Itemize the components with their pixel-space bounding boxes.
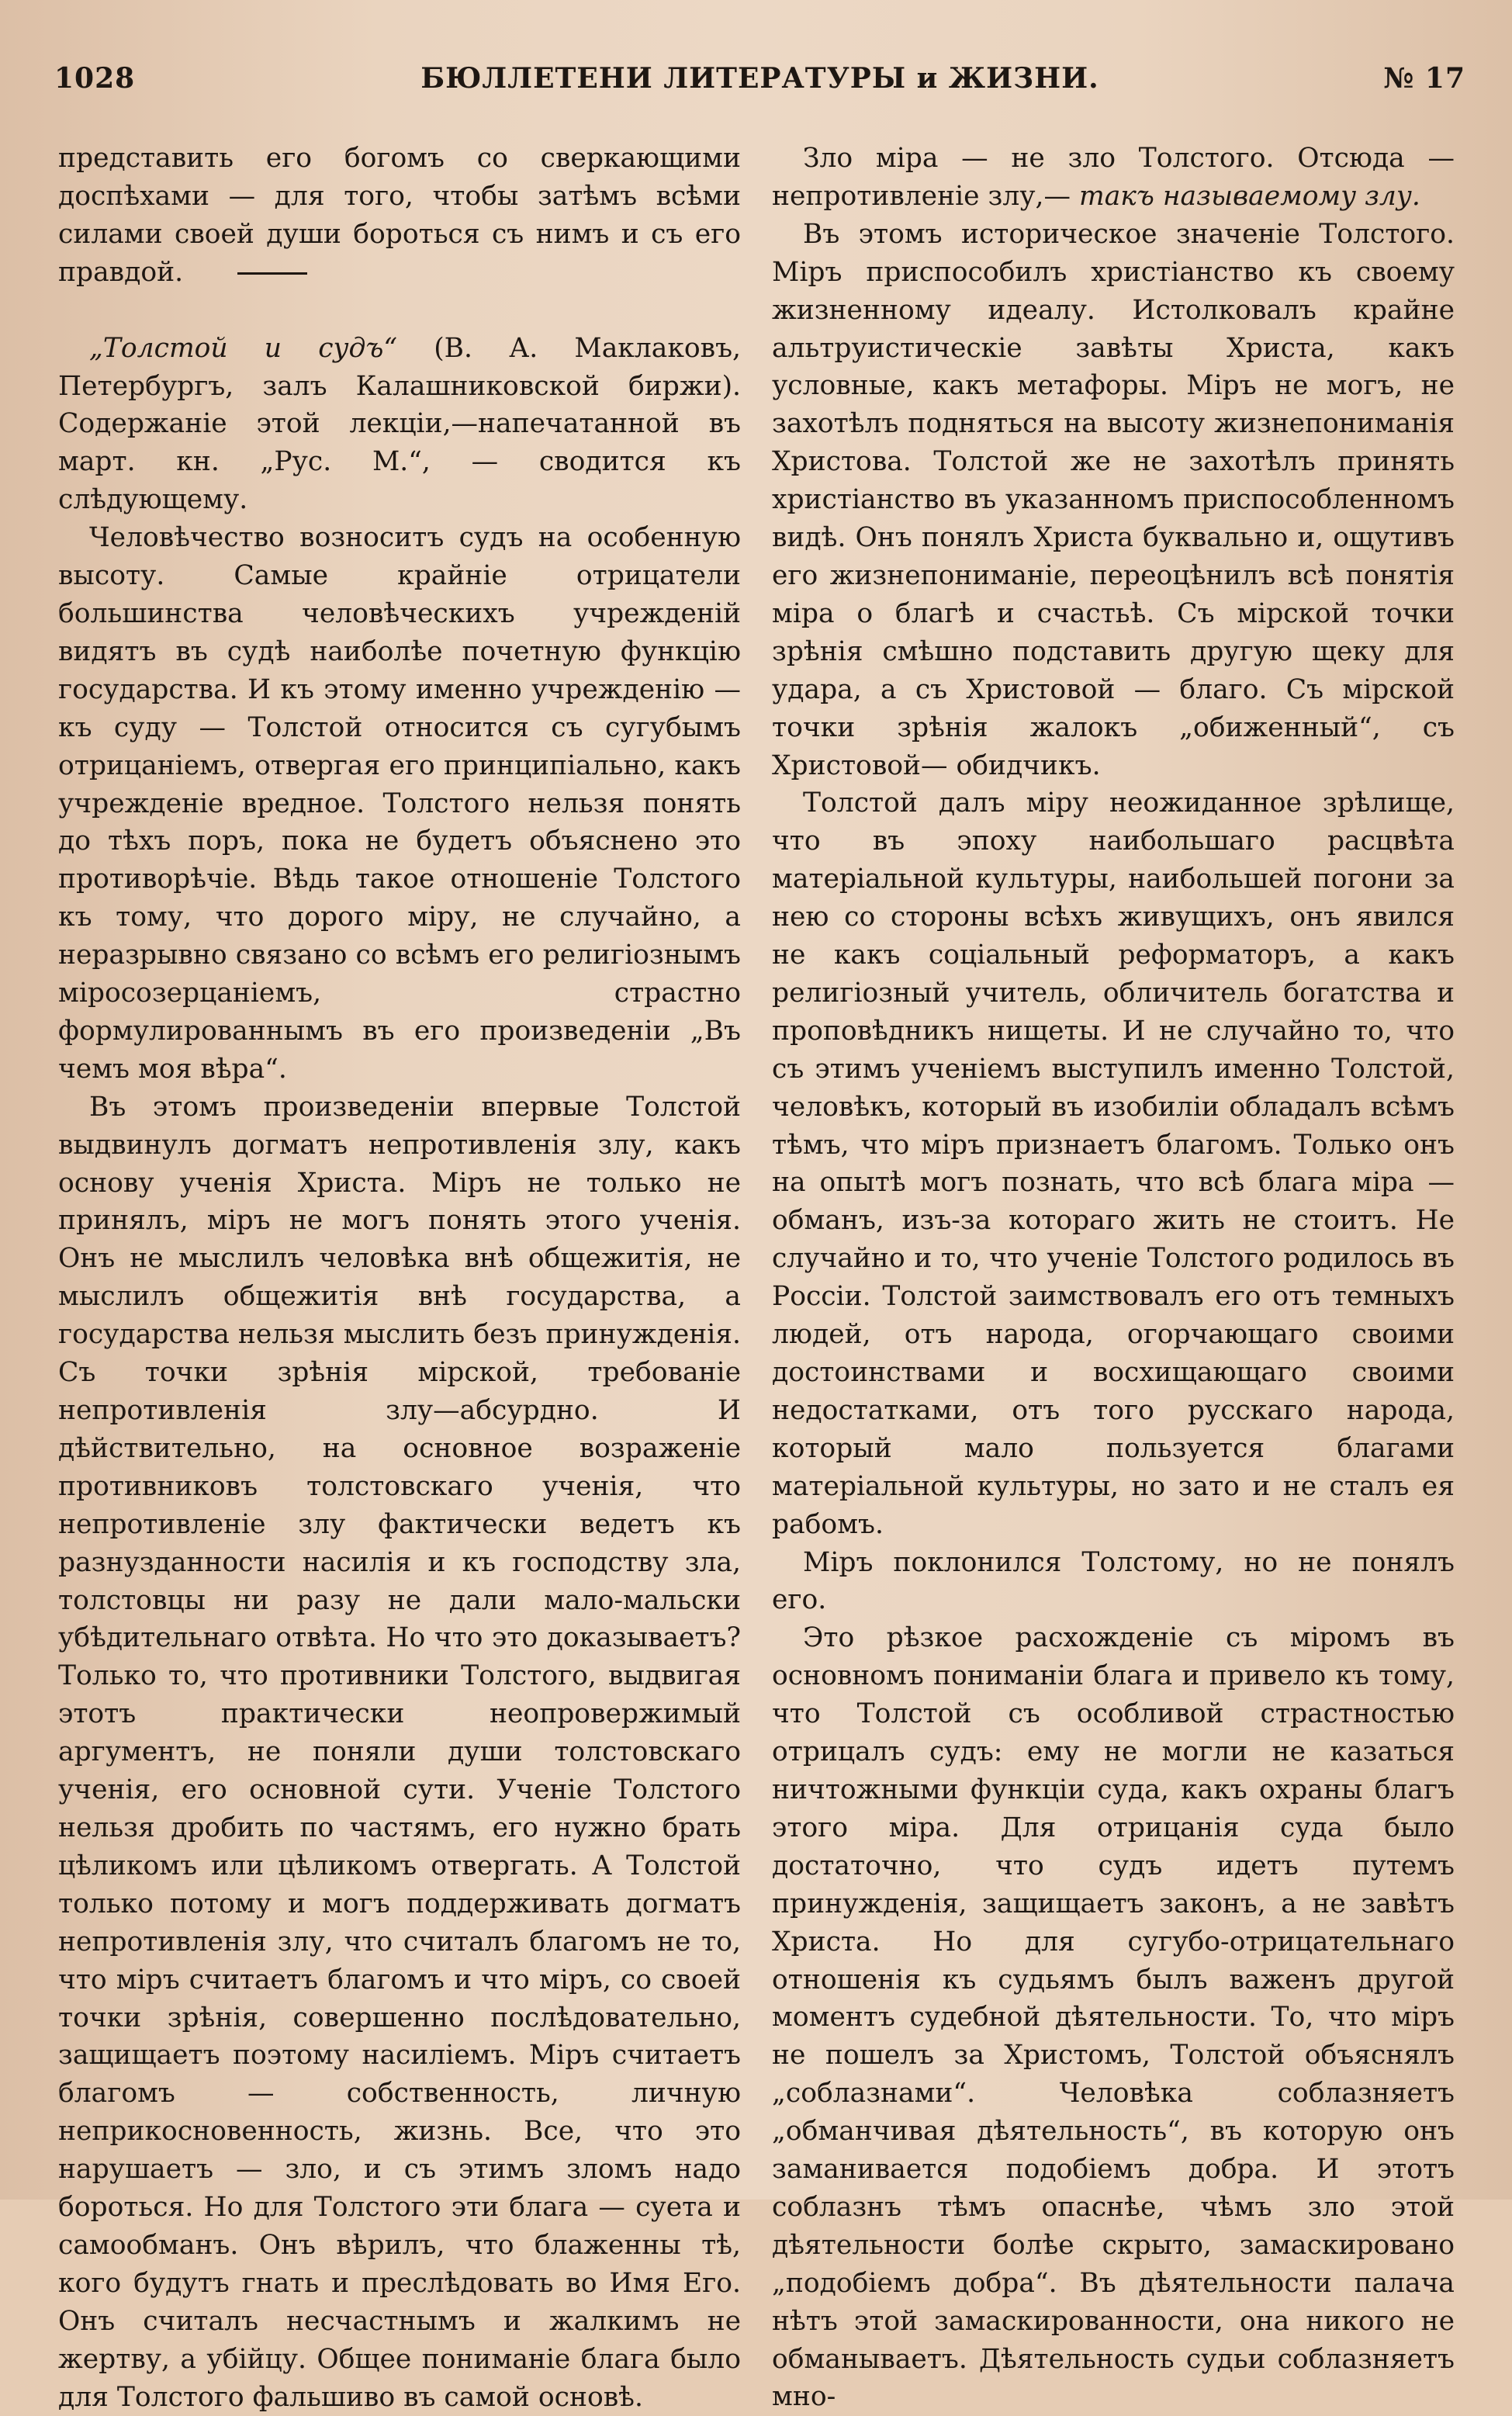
right-column xyxy=(772,140,1455,2416)
emphasis: такъ называемому злу. xyxy=(1078,180,1420,212)
paragraph xyxy=(58,140,741,292)
lecture-title: „Толстой и судъ“ xyxy=(89,332,398,364)
paragraph: Человѣчество возноситъ судъ на особенную высоту. Самые крайніе отрицатели большинства человѣческихъ учрежденій видятъ въ судѣ наиболѣе почетную функцію государства. И къ этому именно учрежденію — къ суду — Толстой относится съ сугубымъ отрицаніемъ, отвергая его принципіально, какъ учрежденіе вредное. Толстого нельзя понять до тѣхъ поръ, пока не будетъ объяснено это противорѣчіе. Вѣдь такое отношеніе Толстого къ тому, что дорого міру, не случайно, а неразрывно связано со всѣмъ его религіознымъ міросозерцаніемъ, страстно формулированнымъ въ его произведеніи „Въ чемъ моя вѣра“. xyxy=(58,522,741,1085)
paragraph: Толстой далъ міру неожиданное зрѣлище, что въ эпоху наибольшаго расцвѣта матеріальной культуры, наибольшей погони за нею со стороны всѣхъ живущихъ, онъ явился не какъ соціальный реформаторъ, а какъ религіозный учитель, обличитель богатства и проповѣдникъ нищеты. И не случайно то, что съ этимъ ученіемъ выступилъ именно Толстой, человѣкъ, который въ изобиліи обладалъ всѣмъ тѣмъ, что міръ признаетъ благомъ. Только онъ на опытѣ могъ познать, что всѣ блага міра — обманъ, изъ-за котораго жить не стоитъ. Не случайно и то, что ученіе Толстого родилось въ Россіи. Толстой заимствовалъ его отъ темныхъ людей, отъ народа, огорчающаго своими достоинствами и восхищающаго своими недостатками, отъ того русскаго народа, который мало пользуется благами матеріальной культуры, но зато и не сталъ ея рабомъ. xyxy=(772,787,1455,1540)
lecture-heading-paragraph xyxy=(58,330,741,520)
paragraph xyxy=(772,140,1455,216)
section-divider xyxy=(237,272,307,275)
running-header xyxy=(54,62,1465,106)
paragraph-text: представить его богомъ со сверкающими доспѣхами — для того, чтобы затѣмъ всѣми силами своей души бороться съ нимъ и съ его правдой. xyxy=(58,143,741,288)
left-column xyxy=(58,140,741,2416)
lecture-intro: (В. А. Маклаковъ, Петербургъ, залъ Калашниковской биржи). Содержаніе этой лекціи,—напечатанной въ март. кн. „Рус. М.“, — сводится къ слѣдующему. xyxy=(58,332,741,516)
paragraph-text: Зло міра — не зло Толстого. Отсюда — непротивленіе злу,— xyxy=(772,143,1455,212)
paragraph: Міръ поклонился Толстому, но не понялъ его. xyxy=(772,1546,1455,1616)
page-number: 1028 xyxy=(54,62,136,95)
paragraph: Это рѣзкое расхожденіе съ міромъ въ основномъ пониманіи блага и привело къ тому, что Толстой съ особливой страстностью отрицалъ судъ: ему не могли не казаться ничтожными функціи суда, какъ охраны благъ этого міра. Для отрицанія суда было достаточно, что судъ идетъ путемъ принужденія, защищаетъ законъ, а не завѣтъ Христа. Но для сугубо-отрицательнаго отношенія къ судьямъ былъ важенъ другой моментъ судебной дѣятельности. То, что міръ не пошелъ за Христомъ, Толстой объяснялъ „соблазнами“. Человѣка соблазняетъ „обманчивая дѣятельность“, въ которую онъ заманивается подобіемъ добра. И этотъ соблазнъ тѣмъ опаснѣе, чѣмъ зло этой дѣятельности болѣе скрыто, замаскировано „подобіемъ добра“. Въ дѣятельности палача нѣтъ этой замаскированности, она никого не обманываетъ. Дѣятельность судьи соблазняетъ мно- xyxy=(772,1622,1455,2413)
paragraph: Въ этомъ произведеніи впервые Толстой выдвинулъ догматъ непротивленія злу, какъ основу ученія Христа. Міръ не только не принялъ, міръ не могъ понять этого ученія. Онъ не мыслилъ человѣка внѣ общежитія, не мыслилъ общежитія внѣ государства, а государства нельзя мыслить безъ принужденія. Съ точки зрѣнія мірской, требованіе непротивленія злу—абсурдно. И дѣйствительно, на основное возраженіе противниковъ толстовскаго ученія, что непротивленіе злу фактически ведетъ къ разнузданности насилія и къ господству зла, толстовцы ни разу не дали мало-мальски убѣдительнаго отвѣта. Но что это доказываетъ? Только то, что противники Толстого, выдвигая этотъ практически неопровержимый аргументъ, не поняли души толстовскаго ученія, его основной сути. Ученіе Толстого нельзя дробить по частямъ, его нужно брать цѣликомъ или цѣликомъ отвергать. А Толстой только потому и могъ поддерживать догматъ непротивленія злу, что считалъ благомъ не то, что міръ считаетъ благомъ и что міръ, со своей точки зрѣнія, совершенно послѣдовательно, защищаетъ поэтому насиліемъ. Міръ считаетъ благомъ — собственность, личную неприкосновенность, жизнь. Все, что это нарушаетъ — зло, и съ этимъ зломъ надо бороться. Но для Толстого эти блага — суета и самообманъ. Онъ вѣрилъ, что блаженны тѣ, кого будутъ гнать и преслѣдовать во Имя Его. Онъ считалъ несчастнымъ и жалкимъ не жертву, а убійцу. Общее пониманіе блага было для Толстого фальшиво въ самой основѣ. xyxy=(58,1091,741,2413)
paragraph: Въ этомъ историческое значеніе Толстого. Міръ приспособилъ христіанство къ своему жизненному идеалу. Истолковалъ крайне альтруистическіе завѣты Христа, какъ условные, какъ метафоры. Міръ не могъ, не захотѣлъ подняться на высоту жизнепониманія Христова. Толстой же не захотѣлъ принять христіанство въ указанномъ приспособленномъ видѣ. Онъ понялъ Христа буквально и, ощутивъ его жизнепониманіе, переоцѣнилъ всѣ понятія міра о благѣ и счастьѣ. Съ мірской точки зрѣнія смѣшно подставить другую щеку для удара, а съ Христовой — благо. Съ мірской точки зрѣнія жалокъ „обиженный“, съ Христовой— обидчикъ. xyxy=(772,218,1455,781)
journal-title: БЮЛЛЕТЕНИ ЛИТЕРАТУРЫ и ЖИЗНИ. xyxy=(420,62,1099,95)
issue-number: № 17 xyxy=(1383,62,1465,95)
